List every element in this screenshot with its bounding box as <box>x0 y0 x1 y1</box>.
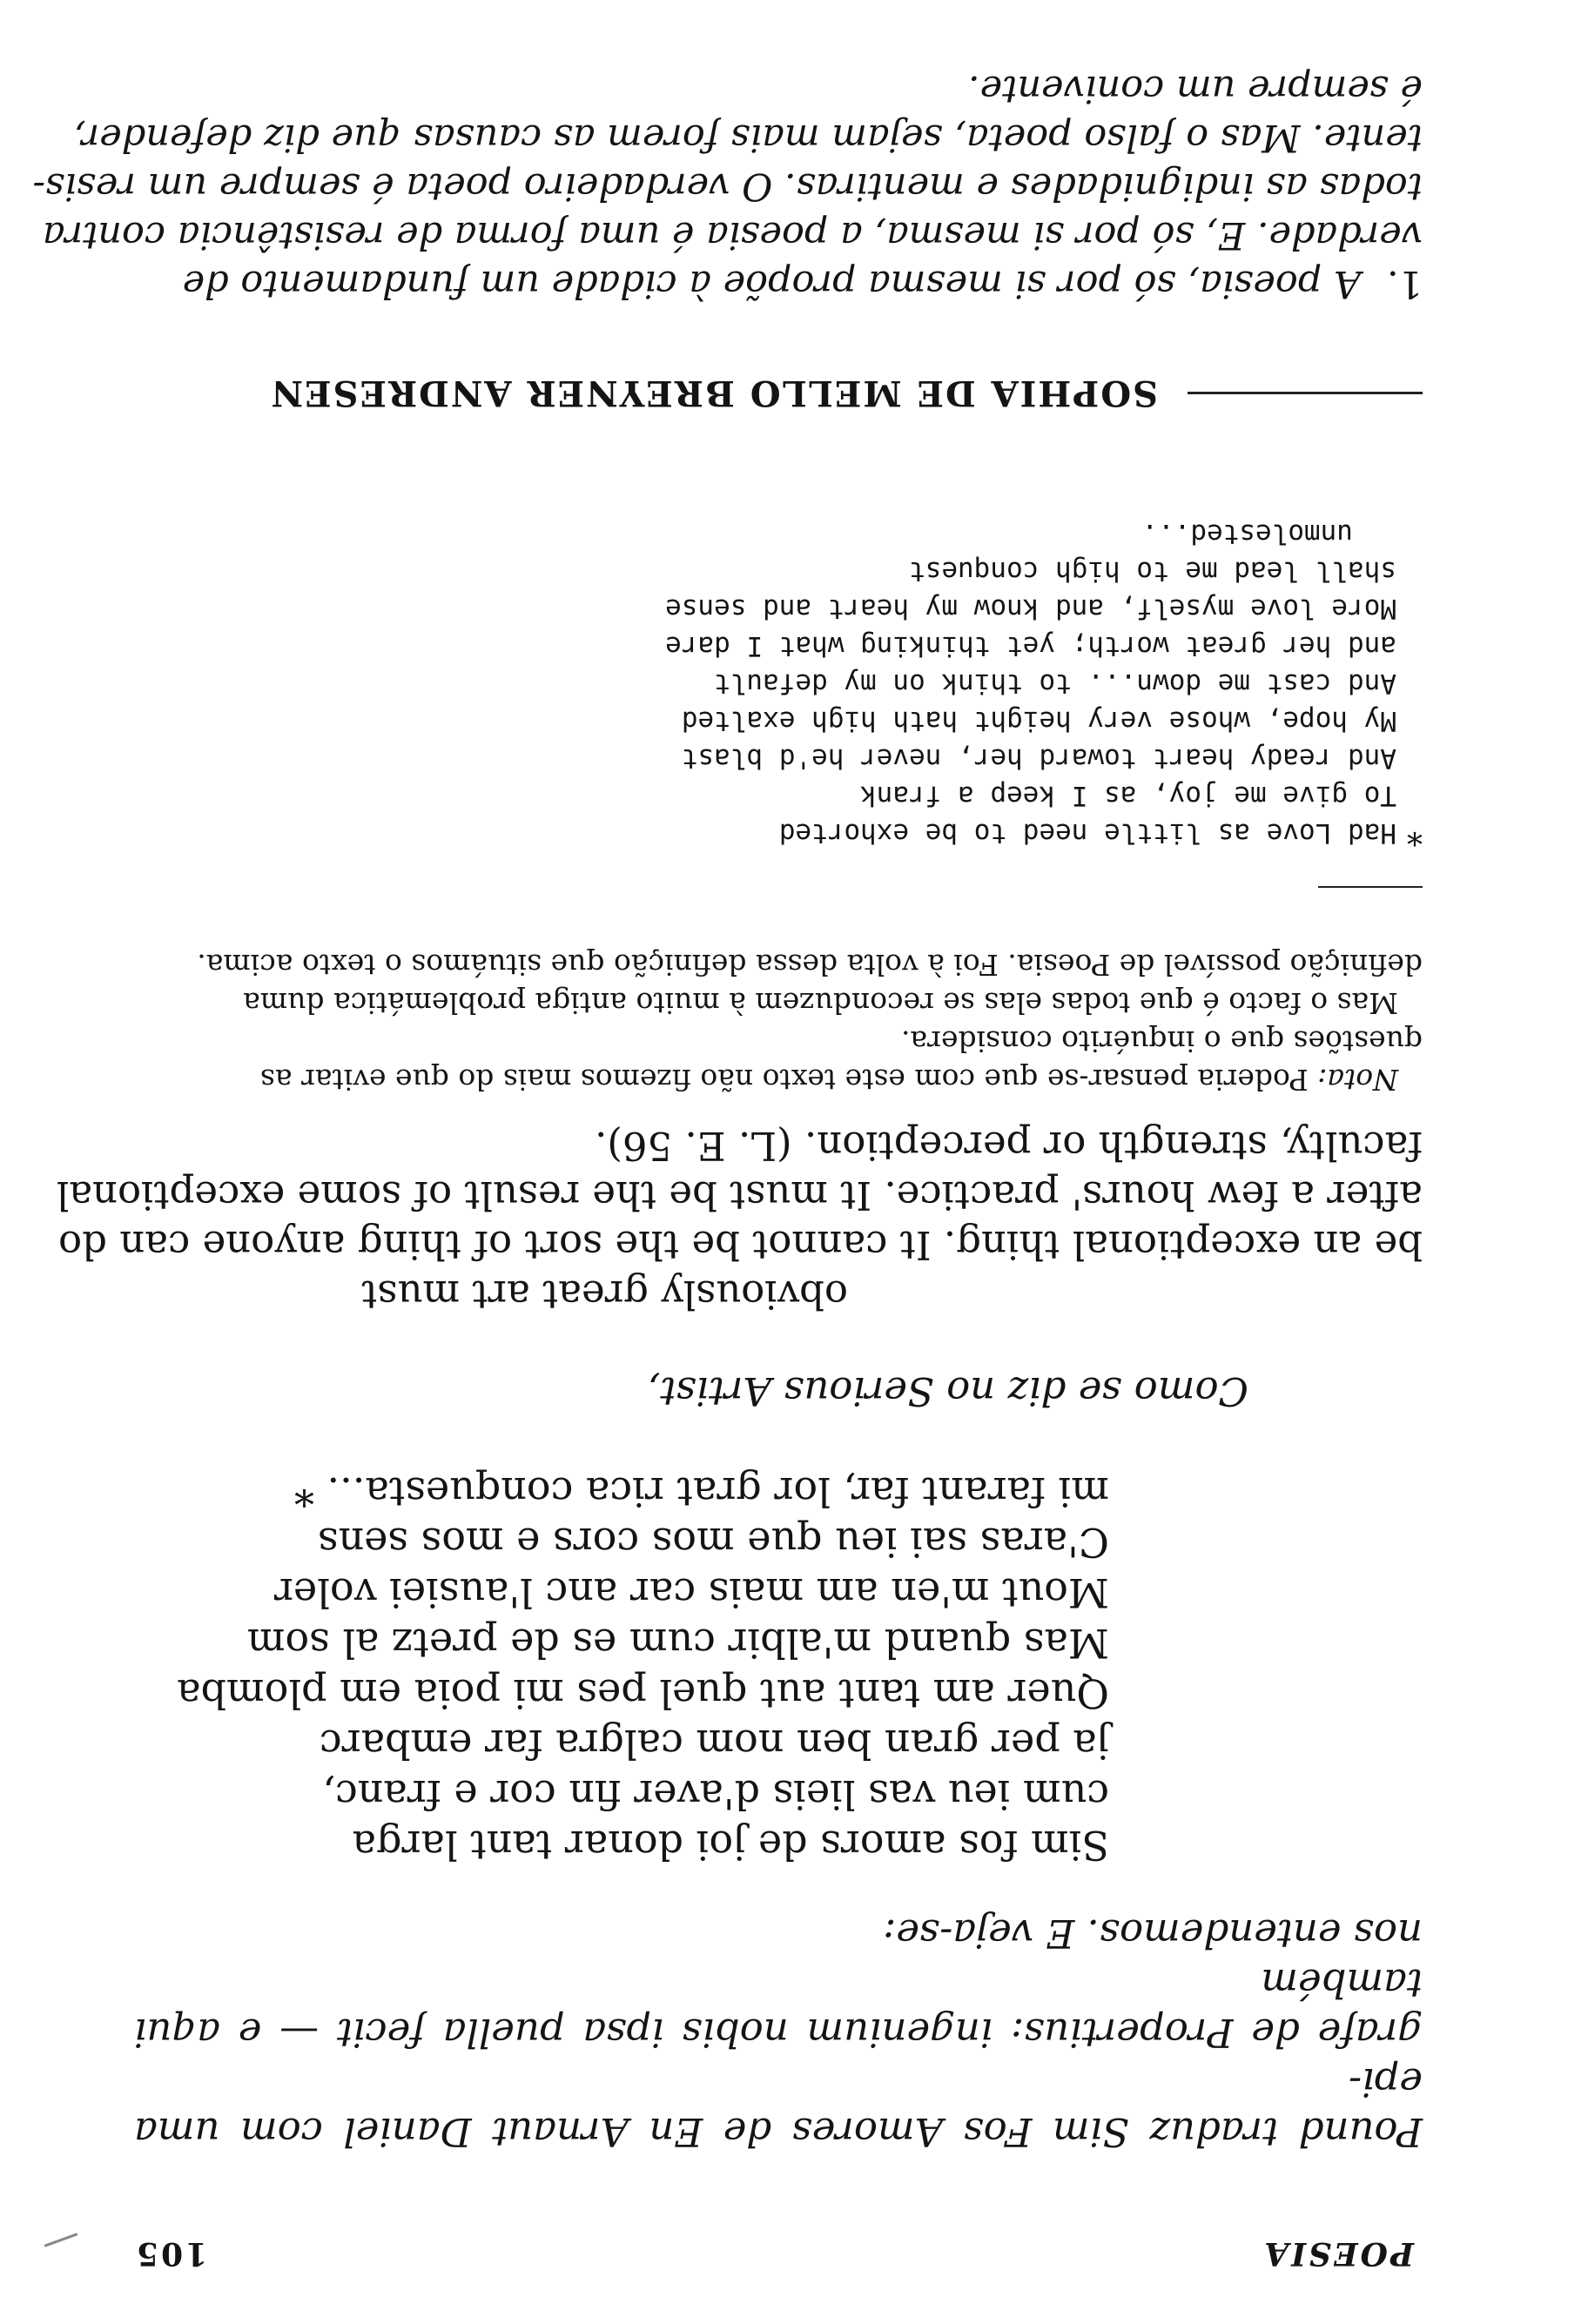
poem-verse: ja per gran ben nom calgra far embarc <box>319 1721 1109 1768</box>
sophia-first-line <box>134 259 1423 308</box>
nota-line: Mas o facto é que todas elas se reconduzem à muito antiga problemática duma <box>243 986 1398 1020</box>
nota-line: questões que o inquérito considera. <box>900 1024 1423 1058</box>
footnote-verse: And cast me down... to think on my default <box>714 668 1396 699</box>
footnote-verse: More love myself, and know my heart and sense <box>665 593 1396 624</box>
author-dash <box>1188 392 1423 394</box>
nota-line: Poderia pensar-se que com este texto não fizemos mais do que evitar as <box>259 1063 1318 1097</box>
sophia-paragraph <box>32 64 1423 308</box>
footnote-verse: And ready heart toward her, never he'd blast <box>681 742 1396 774</box>
footnote-translation <box>134 514 1423 851</box>
poem-verse: Sim fos amors de joi donar tant larga <box>352 1822 1109 1869</box>
nota-paragraph <box>134 945 1423 1098</box>
footnote-marker: * <box>1407 815 1423 850</box>
running-head-title: POESIA <box>1262 2235 1414 2272</box>
poem-verse: mi farant far, lor grat rica conquesta... * <box>293 1468 1109 1515</box>
serious-artist-line: Como se diz no Serious Artist, <box>647 1368 1248 1414</box>
nota-line: definição possível de Poesia. Foi à volta dessa definição que situámos o texto acima. <box>197 948 1423 982</box>
poem-verse: Mas quand m'albir cum es de pretz al som <box>246 1620 1109 1667</box>
scan-smudge <box>44 2233 78 2247</box>
footnote-verse: To give me joy, as I keep a frank <box>860 780 1396 811</box>
footnote-verse: unmolested... <box>1141 518 1353 549</box>
occitan-poem <box>134 1467 1109 1871</box>
footnote-verse: My hope, whose very height hath high exalted <box>681 705 1396 736</box>
running-head <box>134 2223 1423 2272</box>
poem-verse: C'aras sai ieu que mos cors e mos sens <box>317 1519 1109 1566</box>
intro-line: nos entendemos. E veja-se: <box>883 1911 1423 1957</box>
poem-verse: Quer am tant aut quel pes mi poia em plomba <box>177 1670 1109 1717</box>
quote-line: after a few hours' practice. It must be the result of some exceptional <box>56 1172 1423 1219</box>
author-heading <box>134 373 1423 413</box>
author-name: SOPHIA DE MELLO BREYNER ANDRESEN <box>269 373 1158 413</box>
footnote-verse: and her great worth; yet thinking what I dare <box>665 630 1396 662</box>
item-number: 1. <box>1386 262 1423 306</box>
intro-line: Pound traduz Sim Fos Amores de En Arnaut Daniel com uma epi- <box>134 2059 1423 2155</box>
quote-line: be an exceptional thing. It cannot be the sort of thing anyone can do <box>58 1222 1423 1268</box>
quote-line: obviously great art must <box>361 1272 848 1318</box>
page-number: 105 <box>134 2235 208 2272</box>
footnote-rule <box>1318 886 1423 888</box>
sophia-line: é sempre um conivente. <box>968 67 1423 111</box>
quote-line: faculty, strength or perception. (L. E. 56). <box>595 1123 1423 1169</box>
nota-first-line <box>134 1060 1423 1098</box>
poem-verse: cum ieu vas lieis d'aver fin cor e franc, <box>322 1771 1109 1818</box>
poem-verse: Mout m'en am mais car anc l'ausiei voler <box>273 1569 1109 1616</box>
sophia-line: todas as indignidades e mentiras. O verdadeiro poeta é sempre um resis- <box>32 165 1423 208</box>
footnote-verse: shall lead me to high conquest <box>909 555 1396 587</box>
nota-label: Nota: <box>1317 1063 1398 1097</box>
page-content <box>32 64 1423 2272</box>
serious-artist-quote <box>56 1121 1423 1320</box>
intro-paragraph <box>134 1909 1423 2157</box>
intro-line: grafe de Propertius: ingenium nobis ipsa puella fecit — e aqui também <box>134 1960 1423 2056</box>
sophia-line: A poesia, só por si mesma propõe à cidade um fundamento de <box>182 262 1361 306</box>
sophia-line: verdade. E, só por si mesma, a poesia é uma forma de resistência contra <box>42 213 1423 257</box>
sophia-line: tente. Mas o falso poeta, sejam mais forem as causas que diz defender, <box>73 116 1423 159</box>
footnote-verse: Had Love as little need to be exhorted <box>778 817 1396 849</box>
